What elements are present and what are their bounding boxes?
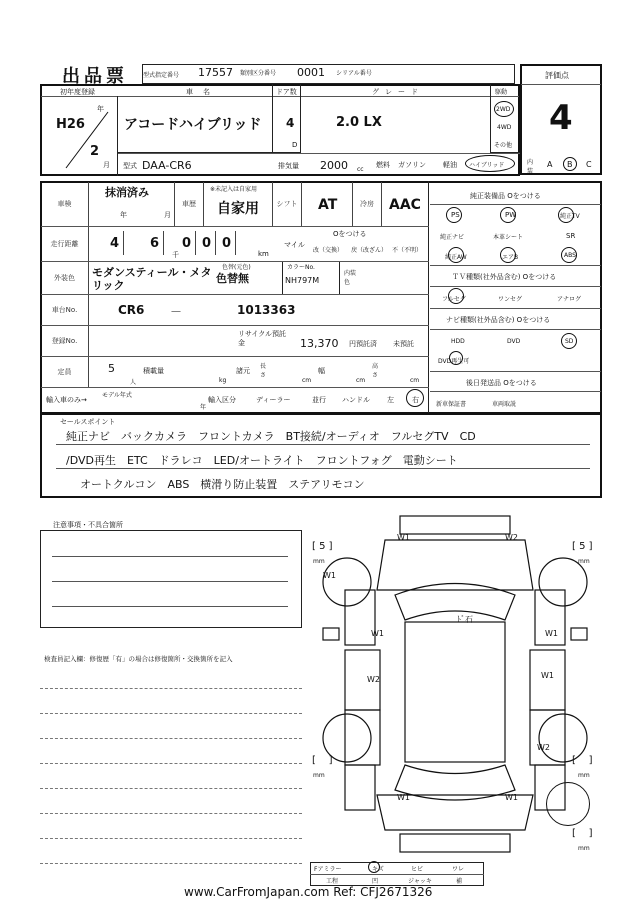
- hood: [377, 540, 533, 590]
- spare-tire: [546, 782, 590, 826]
- header-box: [142, 64, 515, 84]
- tv-analog: アナログ: [557, 296, 582, 303]
- dvd-playback-circle: [449, 351, 463, 365]
- inspection-month-mark: 月: [164, 211, 171, 219]
- chassis-no: 1013363: [237, 303, 296, 317]
- navi-hdd: HDD: [451, 338, 465, 345]
- capacity-value: 5: [108, 362, 115, 375]
- eq-navi: 純正ナビ: [440, 234, 465, 241]
- model-label: 型式: [123, 162, 137, 170]
- row1-bottom-divider: [118, 153, 520, 154]
- inspector-rule-8: [40, 863, 302, 864]
- mileage-digit: 6: [146, 231, 164, 255]
- tread-left-top: [ 5 ]: [312, 541, 333, 552]
- eq-navi-tv-circle: [558, 207, 574, 223]
- ac-label: 冷房: [352, 182, 382, 226]
- eq-divider-7: [430, 391, 601, 392]
- mark-windshield-chip: ﾄﾞ石: [457, 615, 473, 624]
- color-original-value: 色替無: [216, 272, 249, 285]
- first-reg-label: 初年度登録: [60, 88, 95, 96]
- drive-2wd-circle: [494, 101, 514, 117]
- inspection-value: 抹消済み: [105, 186, 149, 199]
- mark-left-front-door: W1: [371, 629, 384, 638]
- color-no-label: カラーNo.: [287, 264, 315, 271]
- rear-bumper: [400, 834, 510, 852]
- eq-ps-circle: [446, 207, 462, 223]
- import-parallel: 並行: [312, 396, 326, 404]
- sales-rule-1: [56, 444, 590, 445]
- month-value: 2: [90, 144, 100, 159]
- fuel-label: 燃料: [376, 161, 390, 169]
- thousand-mark: 千: [172, 251, 179, 259]
- chassis-dash: －: [170, 305, 183, 319]
- change-opt-3: 不（不明）: [392, 247, 423, 254]
- inspection-year-mark: 年: [120, 211, 127, 219]
- interior-a: A: [547, 160, 553, 169]
- type-no-value: 17557: [198, 66, 233, 79]
- reg-label: 登録No.: [41, 326, 89, 356]
- tread-right-top-unit: mm: [578, 558, 590, 565]
- doors-label: ドア数: [276, 88, 297, 96]
- mark-front-bumper-right: W2: [505, 533, 518, 542]
- eq-airbag-circle: [500, 247, 519, 263]
- import-label: 輸入車のみ→: [46, 396, 87, 404]
- score-value: 4: [549, 98, 573, 138]
- mark-right-fender: W1: [545, 629, 558, 638]
- legend-divider: [310, 874, 484, 875]
- mile-label: マイル: [284, 241, 305, 249]
- score-divider: [521, 84, 601, 85]
- person-unit: 人: [130, 379, 137, 386]
- tread-left-top-unit: mm: [313, 558, 325, 565]
- history-value: 自家用: [217, 201, 259, 217]
- tread-right-bottom-unit: mm: [578, 772, 590, 779]
- serial-label: シリアル番号: [336, 70, 372, 77]
- handle-right-circle: [406, 389, 424, 407]
- interior-b-circle: [563, 157, 577, 171]
- month-mark: 月: [103, 161, 110, 169]
- drive-2wd: 2WD: [496, 106, 511, 113]
- footer-watermark: www.CarFromJapan.com Ref: CFJ2671326: [184, 885, 433, 899]
- import-dealer: ディーラー: [256, 396, 291, 404]
- eq-divider-6: [430, 371, 601, 372]
- fuel-gasoline: ガソリン: [398, 161, 426, 169]
- inspector-rule-1: [40, 688, 302, 689]
- roof: [405, 622, 505, 762]
- main-row5-divider: [41, 356, 429, 357]
- tread-spare: [ ]: [572, 828, 593, 839]
- recycle-opt-paid: 円預託済: [349, 340, 377, 348]
- legend-7: ジャッキ: [408, 878, 432, 885]
- navi-sd-circle: [561, 333, 577, 349]
- legend-5: 工程: [326, 878, 339, 885]
- mark-left-rear-door: W2: [367, 675, 380, 684]
- length-label: 長さ: [260, 363, 267, 379]
- eq-aw-circle: [448, 247, 464, 263]
- mileage-digit: 0: [218, 231, 236, 255]
- color-no-cell: [282, 262, 340, 294]
- chassis-prefix: CR6: [118, 303, 145, 317]
- eq-abs-circle: [561, 247, 577, 263]
- tv-fullseg: フルセグ: [442, 296, 466, 303]
- mileage-digit: 0: [178, 231, 196, 255]
- eq-navi-tv: 純正TV: [560, 213, 580, 220]
- sales-label: セールスポイント: [60, 418, 116, 426]
- color-original-label: 色替(元色): [222, 264, 251, 271]
- disp-unit: cc: [357, 166, 364, 173]
- navi-dvd: DVD: [507, 338, 521, 345]
- year-mark: 年: [97, 105, 104, 113]
- tv-oneseg: ワンセグ: [498, 296, 523, 303]
- eq-divider-3: [430, 286, 601, 287]
- class-no-label: 類別区分番号: [240, 70, 277, 77]
- tread-left-bottom: [ ]: [312, 755, 333, 766]
- color-value: モダンスティール・メタリック: [92, 266, 212, 292]
- navi-title: ナビ種類(社外品含む) Oをつける: [446, 316, 551, 324]
- eq-pw: PW: [505, 211, 517, 219]
- color-label: 外装色: [41, 262, 89, 294]
- disp-value: 2000: [320, 159, 348, 172]
- handle-right: 右: [412, 396, 419, 404]
- km-unit: km: [258, 250, 269, 258]
- tv-title: ＴＶ種類(社外品含む) Oをつける: [452, 273, 557, 281]
- change-opt-1: 改（交換）: [313, 247, 344, 254]
- history-note: ※未記入は自家用: [210, 186, 258, 193]
- score-label: 評価点: [545, 71, 569, 80]
- legend-6: 凹: [372, 878, 379, 885]
- era-value: H26: [56, 117, 85, 132]
- legend-2-circle: [368, 861, 380, 873]
- tread-left-bottom-unit: mm: [313, 772, 325, 779]
- caution-rule-1: [52, 556, 288, 557]
- mark-rear-left: W1: [397, 793, 410, 802]
- fuel-hybrid: ハイブリッド: [469, 162, 505, 169]
- inspector-rule-2: [40, 713, 302, 714]
- front-bumper: [400, 516, 510, 534]
- inspection-label: 車検: [41, 182, 89, 226]
- doors-sub: D: [292, 141, 298, 149]
- chassis-label: 車台No.: [41, 295, 89, 325]
- legend-8: 補: [456, 878, 463, 885]
- eq-airbag: エアB: [502, 254, 519, 261]
- main-row1-divider: [41, 226, 429, 227]
- shift-label: シフト: [272, 182, 302, 226]
- sales-line-3: オートクルコン ABS 横滑り防止装置 ステアリモコン: [80, 478, 365, 491]
- mileage-digit: 4: [106, 231, 124, 255]
- inspector-rule-3: [40, 738, 302, 739]
- caution-box: [40, 530, 302, 628]
- eq-divider-1: [430, 204, 601, 205]
- right-mirror: [571, 628, 587, 640]
- mileage-digit: 0: [198, 231, 216, 255]
- car-name-value: アコードハイブリッド: [124, 117, 262, 133]
- mileage-label: 走行距離: [41, 227, 89, 261]
- eq-pw-circle: [500, 207, 516, 223]
- mark-right-door: W1: [541, 671, 554, 680]
- main-row6-divider: [41, 387, 429, 388]
- car-name-cell: [118, 84, 273, 153]
- eq-divider-4: [430, 308, 601, 309]
- drive-label: 駆動: [495, 89, 508, 96]
- fuel-diesel: 軽油: [443, 161, 457, 169]
- drive-4wd: 4WD: [497, 124, 512, 131]
- eq-leather: 本革シート: [493, 234, 524, 241]
- interior-c: C: [586, 160, 592, 169]
- legend-1: Fアミラー: [314, 866, 342, 873]
- left-front-tire: [323, 558, 371, 606]
- class-no-value: 0001: [297, 66, 325, 79]
- width-label: 幅: [318, 367, 325, 375]
- model-year-label: モデル年式: [102, 392, 132, 399]
- dvd-playback: DVD再生可: [438, 358, 470, 365]
- right-front-door: [530, 650, 565, 710]
- color-no-value: NH797M: [285, 276, 320, 285]
- inspector-rule-4: [40, 763, 302, 764]
- legend-3: ヒビ: [411, 866, 424, 873]
- model-year-unit: 年: [200, 404, 207, 411]
- height-label: 高さ: [372, 363, 379, 379]
- main-row3-divider: [41, 294, 429, 295]
- eq-divider-5: [430, 329, 601, 330]
- caution-label: 注意事項・不具合箇所: [53, 521, 123, 529]
- car-name-label: 車名: [186, 88, 220, 96]
- disp-label: 排気量: [278, 162, 299, 170]
- load-label: 積載量: [143, 367, 164, 375]
- doors-value: 4: [286, 116, 295, 130]
- fuel-hybrid-circle: [465, 155, 515, 172]
- left-mirror: [323, 628, 339, 640]
- eq-aw: 純正AW: [445, 254, 467, 261]
- grade-label: グレード: [372, 88, 424, 96]
- type-no-label: 型式指定番号: [143, 71, 180, 79]
- mark-right-rear: W2: [537, 743, 550, 752]
- change-label: Oをつける: [333, 230, 367, 238]
- doors-cell: [273, 84, 301, 153]
- inspector-rule-7: [40, 838, 302, 839]
- int-color-label: 内装色: [344, 270, 357, 286]
- inspector-label: 検査員記入欄：修復歴「有」の場合は修復箇所・交換箇所を記入: [44, 655, 233, 663]
- eq-sr: SR: [566, 232, 576, 240]
- history-label: 車歴: [174, 182, 204, 226]
- main-row4-divider: [41, 325, 429, 326]
- change-opt-2: 戻（改ざん）: [351, 247, 388, 254]
- width-cm: cm: [356, 377, 366, 384]
- inspector-rule-6: [40, 813, 302, 814]
- recycle-value: 13,370: [300, 337, 339, 350]
- grade-value: 2.0 LX: [336, 115, 382, 130]
- caution-rule-2: [52, 581, 288, 582]
- recycle-label: リサイクル預託金: [238, 330, 287, 347]
- sales-rule-2: [56, 468, 590, 469]
- windshield: [395, 584, 515, 621]
- mark-left-front-tire: W1: [323, 571, 336, 580]
- eq-ps: PS: [451, 211, 460, 219]
- drive-other: その他: [494, 142, 513, 149]
- form-title: 出品票: [62, 66, 128, 87]
- sales-line-2: /DVD再生 ETC ドラレコ LED/オートライト フロントフォグ 電動シート: [66, 454, 458, 467]
- handle-label: ハンドル: [342, 396, 370, 404]
- eq-abs: ABS: [564, 252, 576, 259]
- sales-line-1: 純正ナビ バックカメラ フロントカメラ BT接続/オーディオ フルセグTV CD: [66, 430, 476, 443]
- after-warranty: 新車保証書: [436, 401, 467, 408]
- shift-value: AT: [318, 197, 338, 213]
- model-value: DAA-CR6: [142, 159, 192, 172]
- ac-value: AAC: [389, 197, 421, 213]
- import-type-label: 輸入区分: [208, 396, 236, 404]
- mark-rear-right: W1: [505, 793, 518, 802]
- height-cm: cm: [410, 377, 420, 384]
- length-cm: cm: [302, 377, 312, 384]
- mark-front-bumper-left: W1: [397, 533, 410, 542]
- eq-divider-2: [430, 265, 601, 266]
- navi-sd: SD: [565, 338, 574, 345]
- interior-b: B: [567, 160, 573, 169]
- tread-right-bottom: [ ]: [572, 755, 593, 766]
- after-manual: 車両取説: [492, 401, 517, 408]
- tv-fullseg-circle: [448, 288, 464, 304]
- right-front-tire: [539, 558, 587, 606]
- caution-rule-3: [52, 606, 288, 607]
- tread-spare-unit: mm: [578, 845, 590, 852]
- legend-2: キズ: [372, 866, 384, 873]
- kg-unit: kg: [219, 377, 227, 384]
- recycle-opt-unpaid: 未預託: [393, 340, 414, 348]
- legend-4: ワレ: [452, 866, 465, 873]
- after-title: 後日発送品 Oをつける: [466, 379, 537, 387]
- first-reg-cell: [40, 96, 118, 176]
- interior-label: 内装: [527, 159, 534, 175]
- left-quarter: [345, 765, 375, 810]
- tread-right-top: [ 5 ]: [572, 541, 593, 552]
- handle-left: 左: [387, 396, 394, 404]
- inspector-rule-5: [40, 788, 302, 789]
- equipment-title: 純正装備品 Oをつける: [470, 192, 541, 200]
- dims-label: 諸元: [236, 367, 250, 375]
- capacity-label: 定員: [41, 357, 89, 387]
